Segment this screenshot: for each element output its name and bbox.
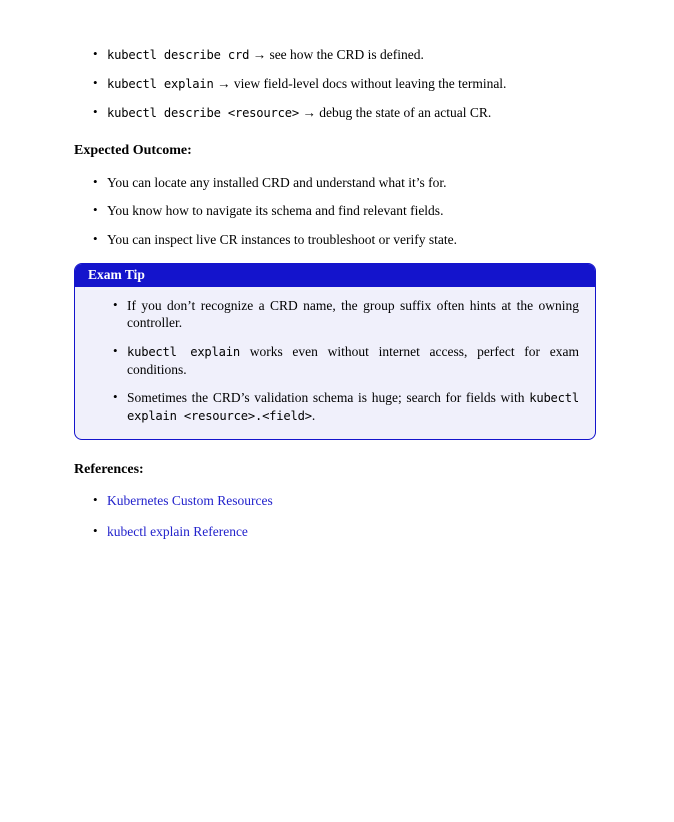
tip-text: If you don’t recognize a CRD name, the group suffix often hints at the owning controller.	[127, 297, 579, 331]
command-desc: → view field-level docs without leaving the terminal.	[213, 75, 507, 91]
link-kubernetes-custom-resources[interactable]: Kubernetes Custom Resources	[107, 493, 273, 509]
outcome-text: You can locate any installed CRD and understand what it’s for.	[107, 174, 447, 190]
command-desc: → see how the CRD is defined.	[249, 47, 424, 62]
tip-code: kubectl explain	[127, 345, 240, 360]
list-item	[107, 202, 596, 220]
list-item	[107, 174, 596, 192]
list-item	[107, 523, 596, 541]
expected-outcome-heading: Expected Outcome:	[74, 143, 192, 159]
outcome-text: You know how to navigate its schema and find relevant fields.	[107, 203, 444, 219]
link-kubectl-explain-reference[interactable]: kubectl explain Reference	[107, 523, 248, 539]
exam-tip-box	[74, 263, 596, 440]
command-code: kubectl describe crd	[107, 48, 250, 62]
tip-text: works even without internet access, perfect for exam conditions.	[127, 344, 579, 377]
command-code: kubectl describe <resource>	[107, 105, 299, 120]
list-item	[107, 75, 596, 93]
exam-tip-title: Exam Tip	[75, 264, 595, 287]
list-item	[107, 104, 596, 122]
list-item	[127, 343, 579, 378]
tip-text: .	[311, 408, 316, 424]
list-item	[107, 231, 596, 249]
tip-text: Sometimes the CRD’s validation schema is huge; search for fields with	[127, 390, 530, 406]
references-heading: References:	[74, 462, 144, 478]
references-list	[74, 492, 596, 540]
tip-code: kubectl explain <resource>.<field>	[127, 391, 579, 424]
exam-tip-list	[91, 297, 579, 425]
exam-tip-body	[75, 287, 595, 439]
list-item	[127, 297, 579, 332]
list-item	[107, 46, 596, 64]
list-item	[127, 389, 579, 425]
command-desc: → debug the state of an actual CR.	[298, 104, 492, 120]
command-list	[74, 46, 596, 121]
command-code: kubectl explain	[107, 76, 214, 91]
expected-outcome-list	[74, 174, 596, 249]
list-item	[107, 492, 596, 510]
outcome-text: You can inspect live CR instances to troubleshoot or verify state.	[107, 231, 457, 247]
